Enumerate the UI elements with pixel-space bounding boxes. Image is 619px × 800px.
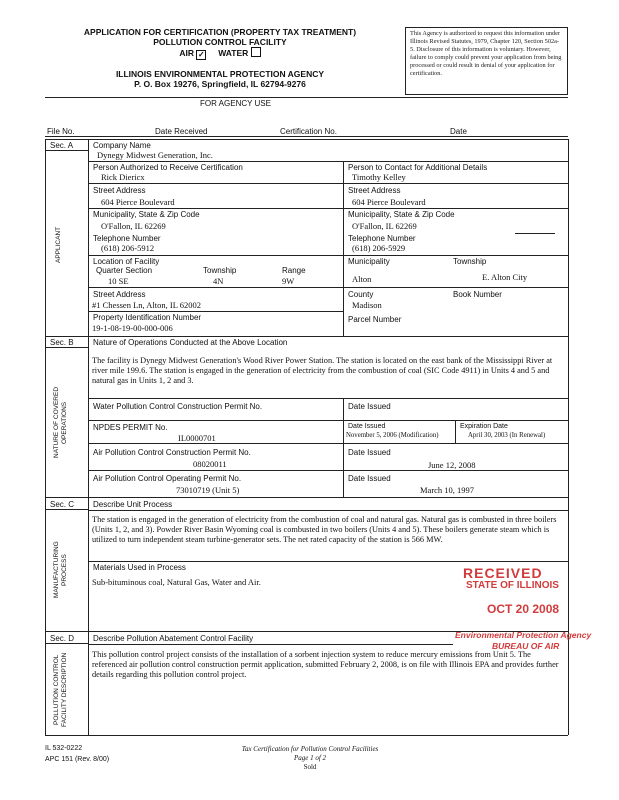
- sec-a-side-label: APPLICANT: [55, 226, 62, 264]
- agency-name: ILLINOIS ENVIRONMENTAL PROTECTION AGENCY: [115, 69, 325, 79]
- form-number: IL 532-0222: [45, 745, 83, 752]
- contact-telephone-value: (618) 206-5929: [352, 243, 406, 253]
- sec-c-tag: Sec. C: [50, 500, 75, 509]
- apc-operating-permit-value: 73010719 (Unit 5): [176, 485, 240, 495]
- county-value: Madison: [352, 300, 382, 310]
- stamp-bureau: BUREAU OF AIR: [492, 641, 560, 651]
- facility-township-value: E. Alton City: [482, 272, 528, 282]
- stamp-state: STATE OF ILLINOIS: [466, 580, 559, 591]
- company-name-label: Company Name: [93, 141, 151, 150]
- privacy-notice: This Agency is authorized to request this information under Illinois Revised Statutes, 1979, Chapter 120, Section 502a-5. Disclosure of this information is voluntary. However, failure to comply could prevent your application from being processed or could result in denial of your application for certification.: [405, 27, 568, 95]
- footer-note: Sold: [303, 763, 317, 771]
- facility-street-label: Street Address: [93, 290, 146, 299]
- facility-municipality-label: Municipality: [348, 257, 390, 266]
- stamp-date: OCT 20 2008: [487, 602, 560, 616]
- page-number: Page 1 of 2: [293, 754, 327, 762]
- sec-d-tag: Sec. D: [50, 634, 75, 643]
- facility-municipality-value: Alton: [352, 274, 372, 284]
- expiration-date-label: Expiration Date: [460, 423, 508, 430]
- file-no-label: File No.: [47, 127, 75, 136]
- range-value: 9W: [282, 276, 295, 286]
- agency-address: P. O. Box 19276, Springfield, IL 62794-9276: [134, 79, 306, 89]
- telephone-value: (618) 206-5912: [101, 243, 155, 253]
- quarter-section-label: Quarter Section: [96, 266, 153, 275]
- water-checkbox[interactable]: [251, 47, 261, 57]
- footer-title: Tax Certification for Pollution Control Facilities: [241, 745, 379, 753]
- wpc-permit-label: Water Pollution Control Construction Permit No.: [93, 402, 263, 411]
- expiration-date-value: April 30, 2003 (In Renewal): [468, 432, 546, 439]
- abatement-facility-label: Describe Pollution Abatement Control Facility: [93, 634, 254, 643]
- municipality-value: O'Fallon, IL 62269: [101, 221, 166, 231]
- water-label: WATER: [218, 48, 249, 58]
- street-address-label: Street Address: [93, 186, 146, 195]
- unit-process-label: Describe Unit Process: [93, 500, 173, 509]
- air-water-selector: [60, 47, 380, 60]
- company-name-value: Dynegy Midwest Generation, Inc.: [97, 150, 213, 160]
- sec-b-side-label: NATURE OF COVERED OPERATIONS: [53, 386, 68, 459]
- municipality-label: Municipality, State & Zip Code: [93, 210, 200, 219]
- npdes-date-label: Date Issued: [348, 423, 386, 430]
- abatement-facility-text: This pollution control project consists of the installation of a sorbent injection system to reduce mercury emissions from Unit 5. The referenced air pollution control construction permit application, submitted February 2, 2008, is on file with Illinois EPA and provides further details regarding this pollution control project.: [92, 650, 559, 680]
- stamp-received: RECEIVED: [463, 565, 543, 581]
- property-id-label: Property Identification Number: [93, 313, 202, 322]
- contact-person-value: Timothy Kelley: [352, 172, 406, 182]
- nature-of-operations-label: Nature of Operations Conducted at the Above Location: [93, 338, 288, 347]
- air-checkbox[interactable]: ✓: [198, 50, 205, 59]
- sec-a-tag: Sec. A: [50, 141, 74, 150]
- form-title: APPLICATION FOR CERTIFICATION (PROPERTY TAX TREATMENT): [83, 27, 357, 37]
- materials-text: Sub-bituminous coal, Natural Gas, Water and Air.: [92, 577, 261, 587]
- book-number-label: Book Number: [453, 290, 502, 299]
- apo-date-value: March 10, 1997: [420, 485, 475, 495]
- npdes-permit-label: NPDES PERMIT No.: [93, 423, 168, 432]
- sec-b-tag: Sec. B: [50, 338, 74, 347]
- contact-street-value: 604 Pierce Boulevard: [352, 197, 426, 207]
- apc-construction-permit-label: Air Pollution Control Construction Permit No.: [93, 448, 251, 457]
- certification-no-label: Certification No.: [280, 127, 337, 136]
- range-label: Range: [282, 266, 306, 275]
- township-value: 4N: [213, 276, 224, 286]
- township-label: Township: [203, 266, 237, 275]
- form-subtitle: POLLUTION CONTROL FACILITY: [153, 37, 287, 47]
- unit-process-text: The station is engaged in the generation of electricity from the combustion of coal and natural gas. Natural gas is combusted in three boilers (Units 1, 2, and 3). Powder River Basin Wyoming coal is combusted in two boilers (Units 4 and 5). These boilers generate steam which is utilized to turn independent steam turbine-generator sets. The net rated capacity of the station is 566 MW.: [92, 515, 557, 545]
- contact-municipality-label: Municipality, State & Zip Code: [348, 210, 455, 219]
- date-received-label: Date Received: [155, 127, 208, 136]
- agency-use-title: FOR AGENCY USE: [200, 99, 271, 108]
- contact-street-label: Street Address: [348, 186, 401, 195]
- facility-street-value: #1 Chessen Ln, Alton, IL 62002: [92, 300, 201, 310]
- facility-township-label: Township: [453, 257, 487, 266]
- sec-d-side-label: POLLUTION CONTROL FACILITY DESCRIPTION: [53, 652, 68, 728]
- apo-date-label: Date Issued: [348, 474, 391, 483]
- apc-date-value: June 12, 2008: [428, 460, 476, 470]
- location-label: Location of Facility: [93, 257, 160, 266]
- parcel-number-label: Parcel Number: [348, 315, 402, 324]
- npdes-permit-value: IL0000701: [178, 433, 216, 443]
- air-label: AIR: [179, 48, 194, 58]
- sec-c-side-label: MANUFACTURING PROCESS: [53, 541, 68, 599]
- apc-form-number: APC 151 (Rev. 8/00): [45, 756, 110, 763]
- nature-of-operations-text: The facility is Dynegy Midwest Generation's Wood River Power Station. The station is located on the east bank of the Mississippi River at river mile 199.6. The station is engaged in the generation of electricity from the combustion of coal (SIC Code 4911) in Units 4 and 5 and natural gas in Units 1, 2 and 3.: [92, 356, 553, 386]
- contact-person-label: Person to Contact for Additional Details: [348, 163, 488, 172]
- npdes-date-value: November 5, 2006 (Modification): [346, 432, 439, 439]
- materials-label: Materials Used in Process: [93, 563, 186, 572]
- property-id-value: 19-1-08-19-00-000-006: [92, 323, 173, 333]
- county-label: County: [348, 290, 374, 299]
- authorized-person-label: Person Authorized to Receive Certification: [93, 163, 243, 172]
- apc-operating-permit-label: Air Pollution Control Operating Permit No.: [93, 474, 242, 483]
- apc-date-label: Date Issued: [348, 448, 391, 457]
- quarter-section-value: 10 SE: [108, 276, 129, 286]
- apc-construction-permit-value: 08020011: [193, 459, 227, 469]
- ink-mark: [515, 233, 555, 234]
- date-label: Date: [450, 127, 467, 136]
- authorized-person-value: Rick Diericx: [101, 172, 145, 182]
- street-address-value: 604 Pierce Boulevard: [101, 197, 175, 207]
- stamp-agency: Environmental Protection Agency: [455, 630, 592, 640]
- contact-telephone-label: Telephone Number: [348, 234, 416, 243]
- wpc-date-label: Date Issued: [348, 402, 391, 411]
- contact-municipality-value: O'Fallon, IL 62269: [352, 221, 417, 231]
- telephone-label: Telephone Number: [93, 234, 161, 243]
